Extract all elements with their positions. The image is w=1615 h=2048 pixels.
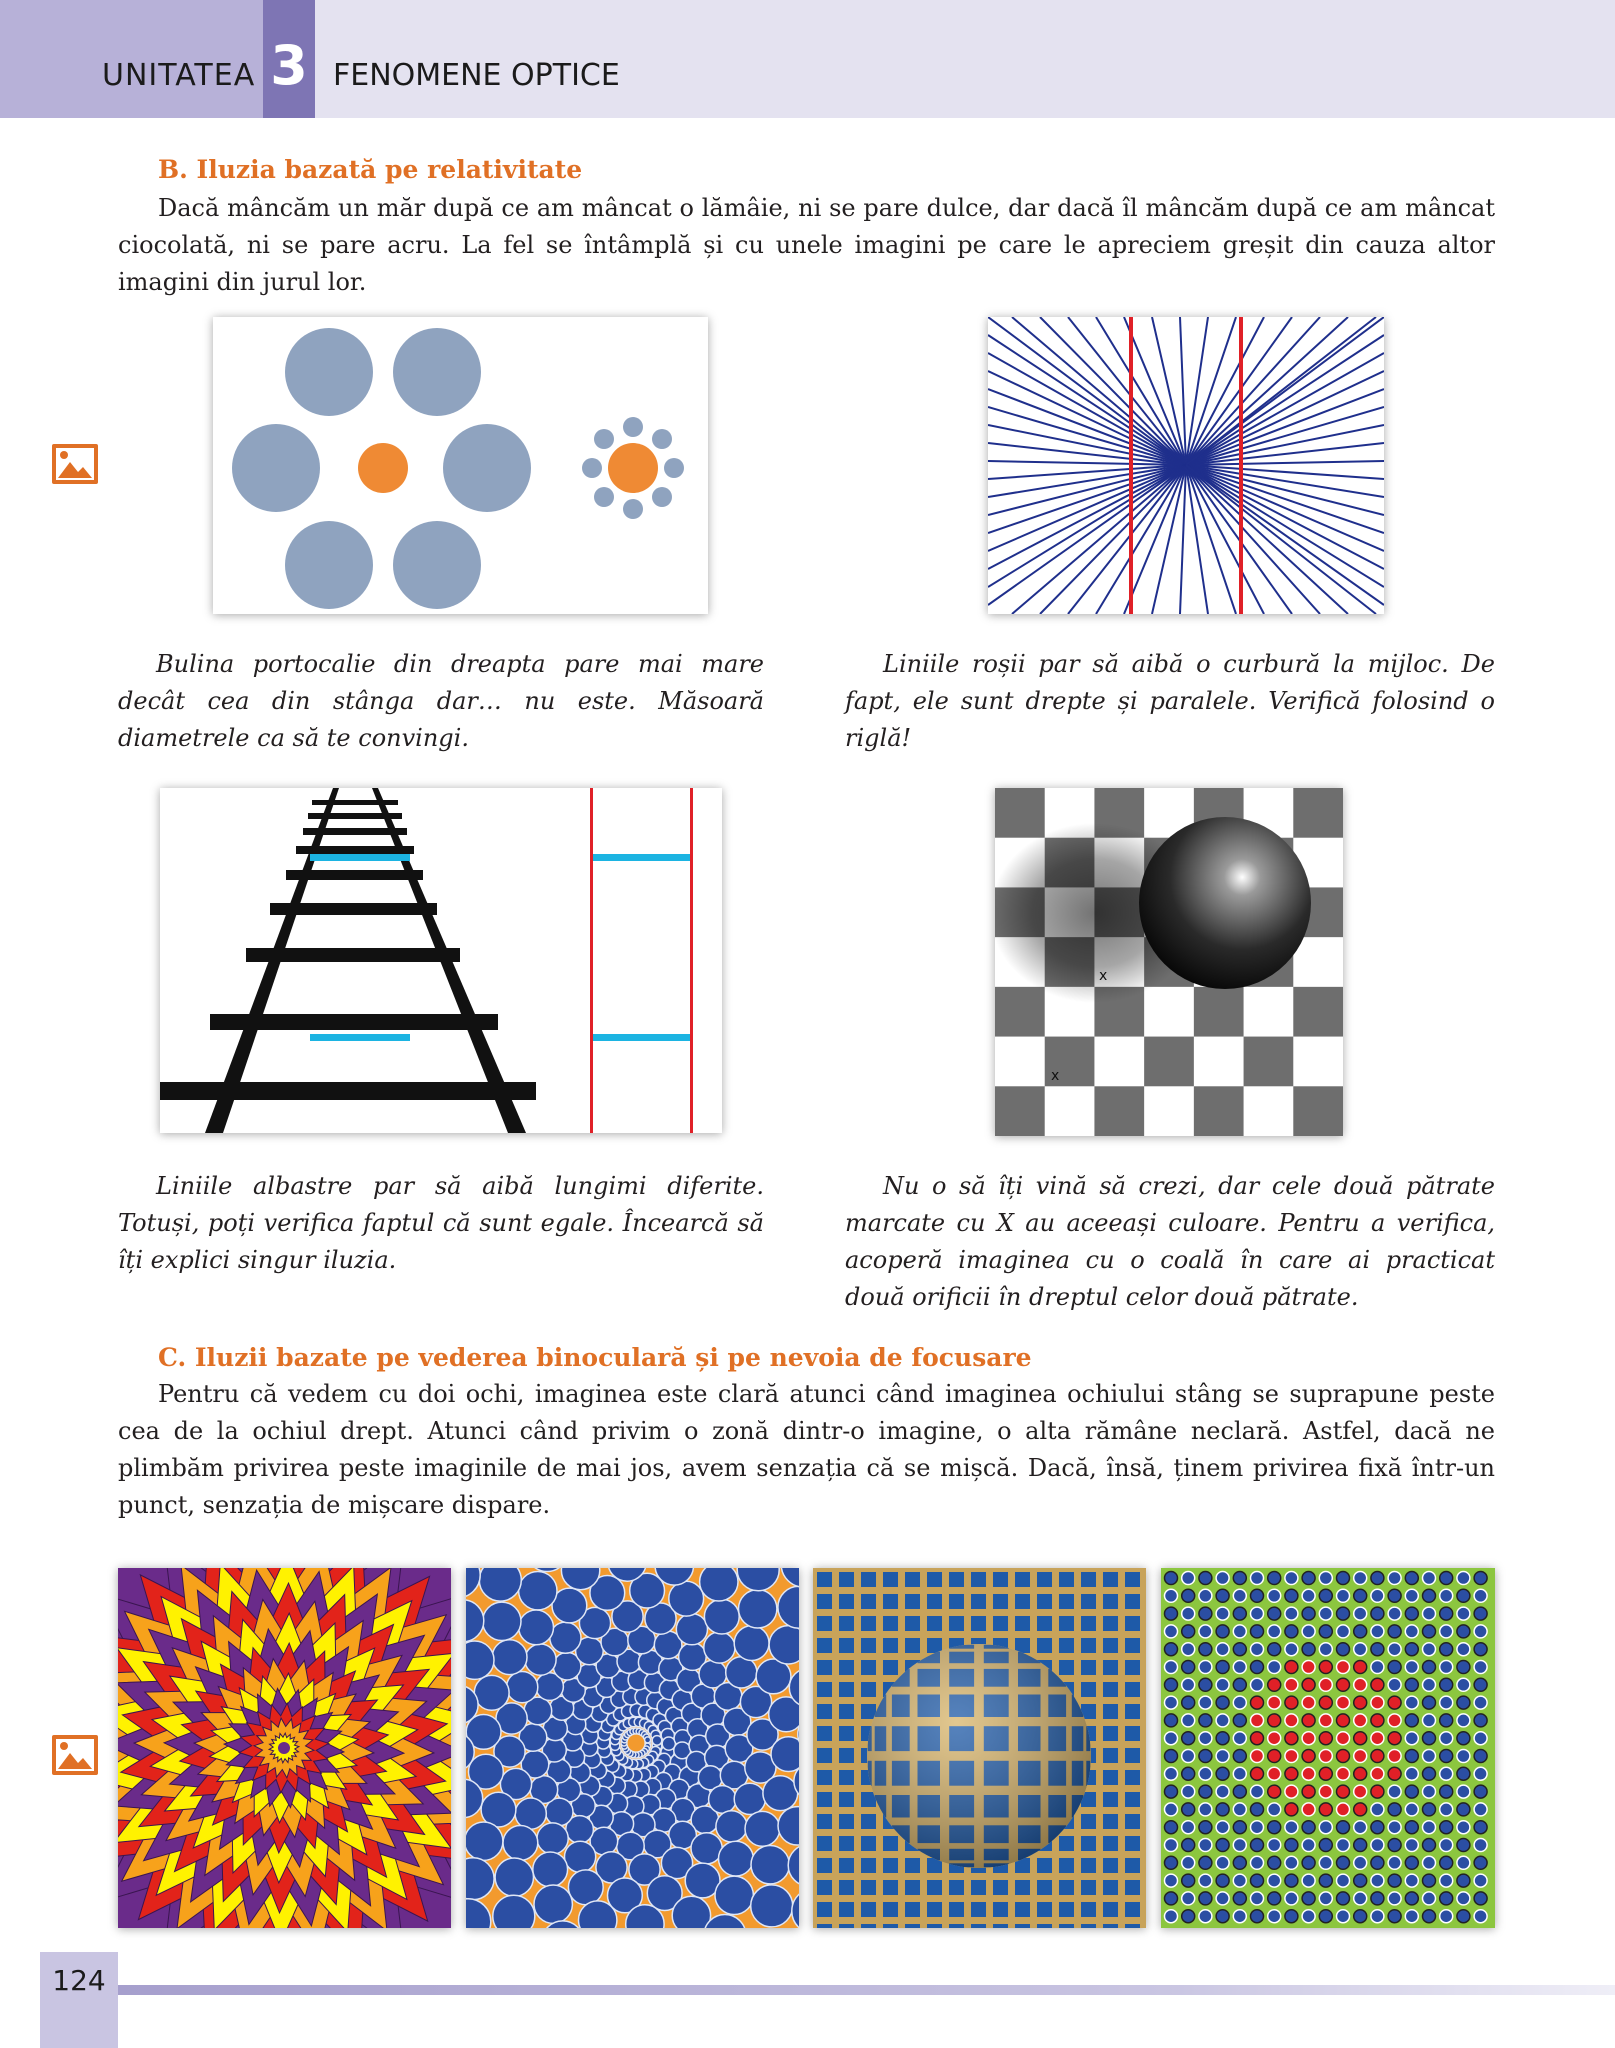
figure-dot-grid (1161, 1568, 1495, 1928)
chapter-title: FENOMENE OPTICE (333, 58, 620, 93)
caption-blue-lines (118, 1168, 764, 1279)
caption-red-lines (845, 646, 1495, 757)
caption-checker-text: Nu o să îți vină să crezi, dar cele două pătrate marcate cu X au aceeași culoare. Pentru a verifica, acoperă imaginea cu o coală în care ai practicat două orificii în dreptul celor două pătrate. (845, 1172, 1495, 1311)
figure-grid-sphere (813, 1568, 1146, 1928)
image-icon (50, 1733, 100, 1777)
figure-hering (988, 317, 1384, 614)
section-b-intro (118, 190, 1495, 301)
section-b-intro-text: Dacă mâncăm un măr după ce am mâncat o lămâie, ni se pare dulce, dar dacă îl mâncăm după ce am mâncat ciocolată, ni se pare acru. La fel se întâmplă și cu unele imagini pe care le apreciem greșit din cauza altor imagini din jurul lor. (118, 194, 1495, 296)
footer-rule (118, 1985, 1615, 1995)
page-number: 124 (52, 1964, 106, 1997)
image-icon (50, 442, 100, 486)
figure-ebbinghaus (213, 317, 708, 614)
figure-ponzo (160, 788, 722, 1133)
figure-dot-spiral (466, 1568, 799, 1928)
figure-checker-shadow (995, 788, 1343, 1136)
section-c-title: C. Iluzii bazate pe vederea binoculară și pe nevoia de focusare (158, 1343, 1032, 1372)
caption-checker (845, 1168, 1495, 1316)
figure-spiral-star (118, 1568, 451, 1928)
checker-mark-x: x (1051, 1068, 1060, 1084)
checker-mark-x: x (1099, 968, 1108, 984)
caption-circles (118, 646, 764, 757)
section-b-title: B. Iluzia bazată pe relativitate (158, 155, 583, 184)
page-header (0, 0, 1615, 118)
caption-red-lines-text: Liniile roșii par să aibă o curbură la mijloc. De fapt, ele sunt drepte și paralele. Verifică folosind o riglă! (845, 650, 1495, 752)
caption-circles-text: Bulina portocalie din dreapta pare mai mare decât cea din stânga dar… nu este. Măsoară diametrele ca să te convingi. (118, 650, 764, 752)
section-c-intro (118, 1376, 1495, 1524)
unit-label: UNITATEA (102, 58, 256, 93)
unit-number: 3 (270, 34, 308, 97)
caption-blue-lines-text: Liniile albastre par să aibă lungimi diferite. Totuși, poți verifica faptul că sunt egale. Încearcă să îți explici singur iluzia. (118, 1172, 764, 1274)
section-c-intro-text: Pentru că vedem cu doi ochi, imaginea este clară atunci când imaginea ochiului stâng se suprapune peste cea de la ochiul drept. Atunci când privim o zonă dintr-o imagine, o alta rămâne neclară. Astfel, dacă ne plimbăm privirea peste imaginile de mai jos, avem senzația că se mișcă. Dacă, însă, ținem privirea fixă într-un punct, senzația de mișcare dispare. (118, 1380, 1495, 1519)
